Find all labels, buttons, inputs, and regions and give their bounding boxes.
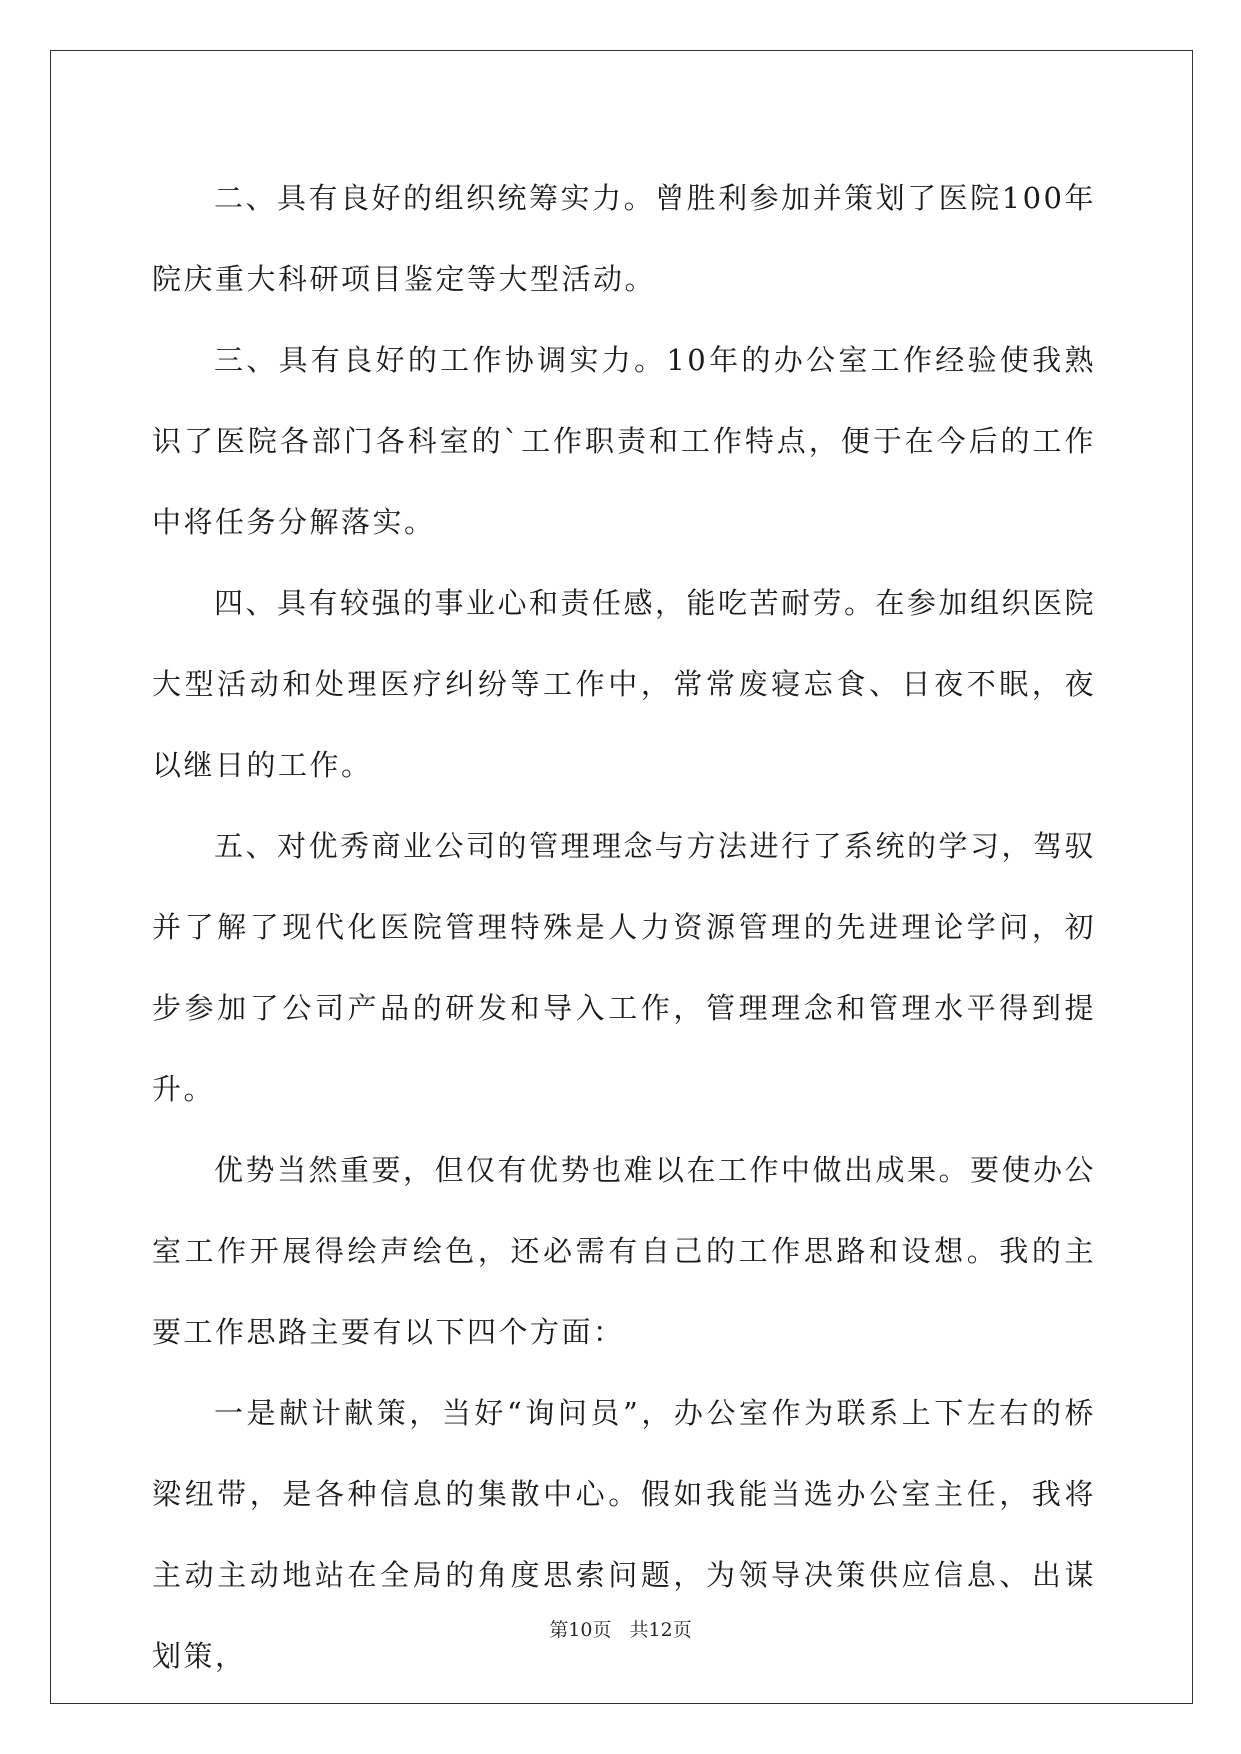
page-footer: [0, 1615, 1241, 1642]
paragraph: 五、对优秀商业公司的管理理念与方法进行了系统的学习，驾驭并了解了现代化医院管理特殊是人力资源管理的先进理论学问，初步参加了公司产品的研发和导入工作，管理理念和管理水平得到提升。: [152, 829, 1097, 1106]
paragraph: 三、具有良好的工作协调实力。10年的办公室工作经验使我熟识了医院各部门各科室的`工作职责和工作特点，便于在今后的工作中将任务分解落实。: [152, 343, 1096, 539]
paragraph: 一是献计献策，当好“询问员”，办公室作为联系上下左右的桥梁纽带，是各种信息的集散中心。假如我能当选办公室主任，我将主动主动地站在全局的角度思索问题，为领导决策供应信息、出谋划策，: [152, 1396, 1096, 1673]
paragraph: 优势当然重要，但仅有优势也难以在工作中做出成果。要使办公室工作开展得绘声绘色，还必需有自己的工作思路和设想。我的主要工作思路主要有以下四个方面：: [152, 1153, 1097, 1349]
paragraph: 二、具有良好的组织统筹实力。曾胜利参加并策划了医院100年院庆重大科研项目鉴定等大型活动。: [152, 181, 1096, 296]
paragraph: 四、具有较强的事业心和责任感，能吃苦耐劳。在参加组织医院大型活动和处理医疗纠纷等工作中，常常废寝忘食、日夜不眠，夜以继日的工作。: [152, 586, 1097, 782]
document-body: [152, 158, 1096, 1697]
total-pages: 共12页: [629, 1619, 692, 1641]
current-page-number: 第10页: [549, 1619, 612, 1641]
